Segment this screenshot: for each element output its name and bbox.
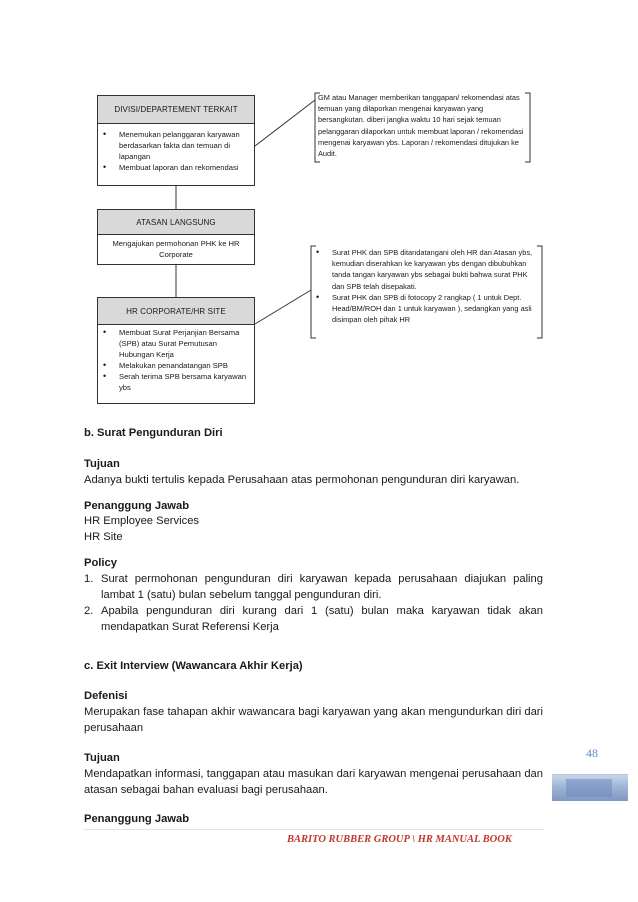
list-item: • Menemukan pelanggaran karyawan berdasarkan fakta dan temuan di lapangan (101, 129, 251, 162)
section-b-title: b. Surat Pengunduran Diri (84, 427, 223, 439)
flow-box-hr-corporate-title: HR CORPORATE/HR SITE (98, 298, 254, 325)
section-b-pj-line: HR Site (84, 531, 123, 543)
section-b-pj-label: Penanggung Jawab (84, 500, 190, 512)
section-c-def-label: Defenisi (84, 690, 128, 702)
section-b-policy-label: Policy (84, 557, 117, 569)
flow-box-divisi-title: DIVISI/DEPARTEMENT TERKAIT (98, 96, 254, 124)
note-surat-phk (314, 247, 540, 325)
flow-box-atasan-text: Mengajukan permohonan PHK ke HR Corporate (112, 239, 240, 259)
list-item: 1. Surat permohonan pengunduran diri karyawan kepada perusahaan diajukan paling lambat 1 (satu) bulan sebelum tanggal pengunduran diri. (84, 573, 543, 601)
flow-box-atasan-title: ATASAN LANGSUNG (98, 210, 254, 235)
flow-box-divisi-list (101, 129, 251, 173)
section-c-pj-label: Penanggung Jawab (84, 813, 190, 825)
flow-box-hr-list (101, 327, 251, 393)
section-b-pj-line: HR Employee Services (84, 515, 200, 527)
section-c-def-text: Merupakan fase tahapan akhir wawancara bagi karyawan yang akan mengundurkan diri dari perusahaan (84, 706, 543, 734)
page-tab-decoration (552, 774, 628, 801)
section-c-tujuan-label: Tujuan (84, 752, 120, 764)
list-item: • Melakukan penandatangan SPB (101, 360, 251, 371)
list-item: • Membuat Surat Perjanjian Bersama (SPB) atau Surat Pemutusan Hubungan Kerja (101, 327, 251, 360)
section-b-tujuan-label: Tujuan (84, 458, 120, 470)
section-b-policy-list (84, 571, 543, 635)
flow-box-divisi (97, 95, 255, 186)
section-c-title: c. Exit Interview (Wawancara Akhir Kerja) (84, 660, 303, 672)
list-item: • Surat PHK dan SPB ditandatangani oleh HR dan Atasan ybs, kemudian diserahkan ke karyawan ybs dengan dibubuhkan tanda tangan karyawan ybs sebagai bukti bahwa surat PHK dan SPB telah disepakati. (314, 247, 540, 292)
flow-box-atasan (97, 209, 255, 265)
flowchart-connectors (0, 0, 638, 420)
footer-text: BARITO RUBBER GROUP \ HR MANUAL BOOK (287, 834, 512, 845)
list-item: 2. Apabila pengunduran diri kurang dari 1 (satu) bulan maka karyawan tidak akan mendapatkan Surat Referensi Kerja (84, 605, 543, 633)
list-item: • Serah terima SPB bersama karyawan ybs (101, 371, 251, 393)
section-c-tujuan-text: Mendapatkan informasi, tanggapan atau masukan dari karyawan mengenai perusahaan dan atasan sebagai bahan evaluasi bagi perusahaan. (84, 768, 543, 796)
footer-rule (84, 829, 544, 830)
section-b-tujuan-text: Adanya bukti tertulis kepada Perusahaan atas permohonan pengunduran diri karyawan. (84, 474, 520, 486)
list-item: • Membuat laporan dan rekomendasi (101, 162, 251, 173)
list-item: • Surat PHK dan SPB di fotocopy 2 rangkap ( 1 untuk Dept. Head/BM/ROH dan 1 untuk karyawan ), sedangkan yang asli disimpan oleh pihak HR (314, 292, 540, 326)
note-gm-manager: GM atau Manager memberikan tanggapan/ rekomendasi atas temuan yang dilaporkan mengenai karyawan yang bersangkutan. diberi jangka waktu 10 hari sejak temuan pelanggaran dilaporkan untuk membuat laporan / rekomendasi mengenai karyawan ybs. Laporan / rekomendasi ditujukan ke Audit. (318, 93, 524, 159)
flow-box-hr-corporate (97, 297, 255, 404)
page-number: 48 (586, 746, 598, 760)
